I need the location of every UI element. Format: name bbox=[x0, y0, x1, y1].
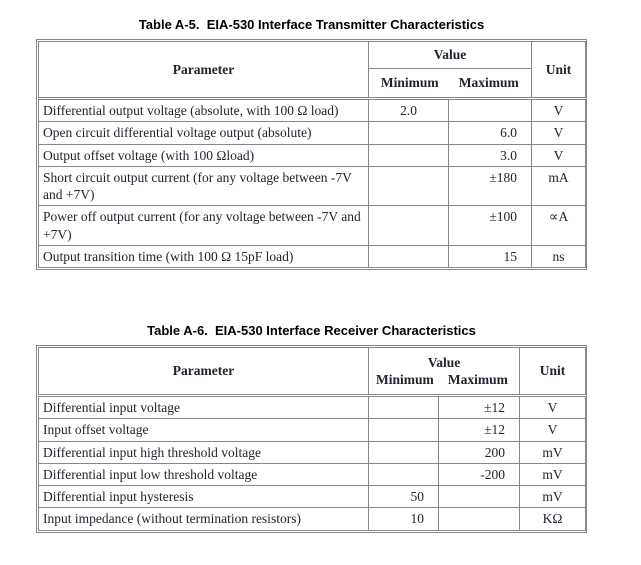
parameter-cell: Differential input hysteresis bbox=[39, 486, 369, 508]
minimum-column-header: Minimum bbox=[375, 372, 434, 388]
unit-cell: KΩ bbox=[520, 508, 586, 530]
minimum-value-cell bbox=[369, 206, 449, 246]
parameter-cell: Power off output current (for any voltage between -7V and +7V) bbox=[39, 206, 369, 246]
minimum-value-cell bbox=[369, 144, 449, 166]
parameter-cell: Differential input low threshold voltage bbox=[39, 463, 369, 485]
value-header-label: Value bbox=[427, 354, 461, 370]
table-row bbox=[39, 206, 586, 246]
table-row bbox=[39, 486, 586, 508]
table-row bbox=[39, 166, 586, 206]
maximum-value-cell: 6.0 bbox=[449, 122, 532, 144]
minimum-value-cell bbox=[369, 245, 449, 267]
table-row bbox=[39, 441, 586, 463]
maximum-value-cell bbox=[449, 99, 532, 122]
column-header-unit: Unit bbox=[532, 42, 586, 99]
unit-cell: V bbox=[532, 122, 586, 144]
unit-cell: V bbox=[532, 99, 586, 122]
table-row bbox=[39, 508, 586, 530]
table-row bbox=[39, 144, 586, 166]
parameter-cell: Input impedance (without termination resistors) bbox=[39, 508, 369, 530]
maximum-value-cell: 3.0 bbox=[449, 144, 532, 166]
minimum-value-cell bbox=[369, 122, 449, 144]
parameter-cell: Short circuit output current (for any voltage between -7V and +7V) bbox=[39, 166, 369, 206]
transmitter-table-body bbox=[39, 99, 586, 268]
transmitter-characteristics-table bbox=[38, 41, 586, 268]
table-row bbox=[39, 419, 586, 441]
column-header-value bbox=[369, 348, 520, 396]
maximum-value-cell: ±180 bbox=[449, 166, 532, 206]
unit-cell: V bbox=[520, 396, 586, 419]
unit-cell: ∝A bbox=[532, 206, 586, 246]
table-row bbox=[39, 396, 586, 419]
maximum-value-cell: ±12 bbox=[439, 419, 520, 441]
minimum-value-cell bbox=[369, 463, 439, 485]
column-header-value: Value bbox=[369, 42, 532, 69]
minimum-value-cell: 2.0 bbox=[369, 99, 449, 122]
column-header-parameter: Parameter bbox=[39, 348, 369, 396]
maximum-value-cell: -200 bbox=[439, 463, 520, 485]
receiver-table-body bbox=[39, 396, 586, 531]
parameter-cell: Differential input high threshold voltage bbox=[39, 441, 369, 463]
table-row bbox=[39, 245, 586, 267]
minimum-column-header: Minimum bbox=[380, 75, 439, 90]
minmax-header bbox=[369, 69, 532, 99]
table-a5 bbox=[36, 39, 587, 270]
unit-cell: mV bbox=[520, 463, 586, 485]
column-header-parameter: Parameter bbox=[39, 42, 369, 99]
table-row bbox=[39, 99, 586, 122]
parameter-cell: Input offset voltage bbox=[39, 419, 369, 441]
table-a6 bbox=[36, 345, 587, 533]
maximum-value-cell: 200 bbox=[439, 441, 520, 463]
minimum-value-cell: 50 bbox=[369, 486, 439, 508]
table-a5-title: Table A-5. EIA-530 Interface Transmitter Characteristics bbox=[138, 17, 485, 32]
table-row bbox=[39, 122, 586, 144]
column-header-unit: Unit bbox=[520, 348, 586, 396]
unit-cell: V bbox=[532, 144, 586, 166]
unit-cell: mV bbox=[520, 486, 586, 508]
unit-cell: ns bbox=[532, 245, 586, 267]
maximum-column-header: Maximum bbox=[447, 372, 508, 388]
parameter-cell: Differential output voltage (absolute, with 100 Ω load) bbox=[39, 99, 369, 122]
maximum-value-cell: ±12 bbox=[439, 396, 520, 419]
maximum-value-cell bbox=[439, 486, 520, 508]
minimum-value-cell: 10 bbox=[369, 508, 439, 530]
table-row bbox=[39, 463, 586, 485]
maximum-value-cell: 15 bbox=[449, 245, 532, 267]
unit-cell: V bbox=[520, 419, 586, 441]
minimum-value-cell bbox=[369, 419, 439, 441]
unit-cell: mA bbox=[532, 166, 586, 206]
parameter-cell: Open circuit differential voltage output (absolute) bbox=[39, 122, 369, 144]
parameter-cell: Differential input voltage bbox=[39, 396, 369, 419]
minimum-value-cell bbox=[369, 166, 449, 206]
maximum-value-cell bbox=[439, 508, 520, 530]
maximum-value-cell: ±100 bbox=[449, 206, 532, 246]
maximum-column-header: Maximum bbox=[458, 75, 519, 90]
receiver-characteristics-table bbox=[38, 347, 586, 531]
minimum-value-cell bbox=[369, 396, 439, 419]
parameter-cell: Output transition time (with 100 Ω 15pF load) bbox=[39, 245, 369, 267]
unit-cell: mV bbox=[520, 441, 586, 463]
minimum-value-cell bbox=[369, 441, 439, 463]
parameter-cell: Output offset voltage (with 100 Ωload) bbox=[39, 144, 369, 166]
table-a6-title: Table A-6. EIA-530 Interface Receiver Characteristics bbox=[147, 323, 476, 339]
